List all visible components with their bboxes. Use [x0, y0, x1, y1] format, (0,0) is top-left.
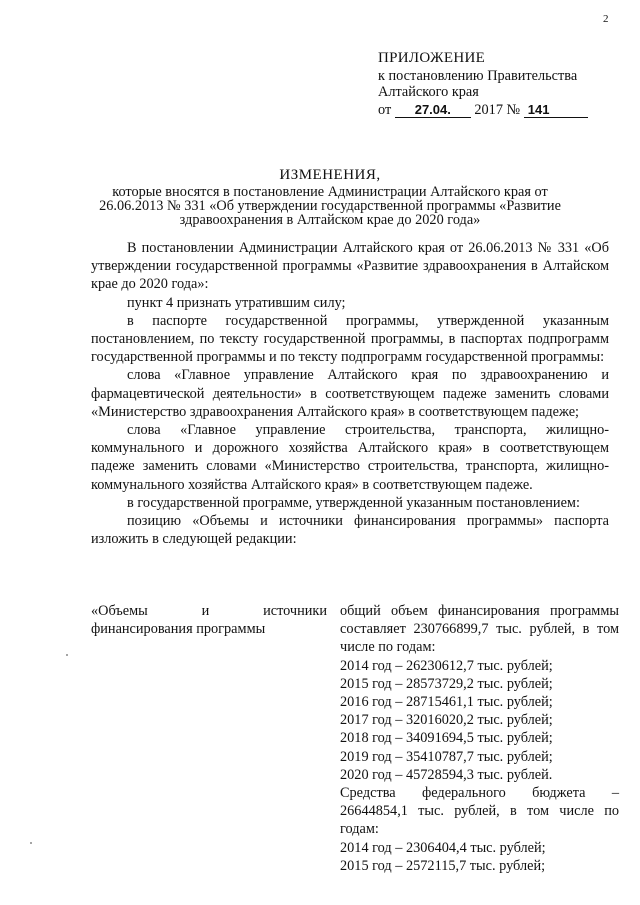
date-value: 27.04. [395, 102, 471, 118]
document-body [91, 239, 609, 548]
year-row: 2017 год – 32016020,2 тыс. рублей; [340, 712, 553, 729]
year-text: 2017 № [474, 102, 521, 118]
scan-speck [66, 654, 68, 656]
heading-title: ИЗМЕНЕНИЯ, [279, 167, 381, 183]
total-financing: общий объем финансирования программы составляет 230766899,7 тыс. рублей, в том числе по годам: [340, 603, 619, 656]
scan-speck [30, 842, 32, 844]
year-row: 2014 год – 26230612,7 тыс. рублей; [340, 657, 553, 674]
appendix-line-1: к постановлению Правительства [378, 68, 578, 84]
year-row: 2016 год – 28715461,1 тыс. рублей; [340, 694, 553, 711]
heading-line-2: 26.06.2013 № 331 «Об утверждении государственной программы «Развитие [99, 198, 561, 214]
appendix-title: ПРИЛОЖЕНИЕ [378, 50, 486, 66]
paragraph: в государственной программе, утвержденной указанным постановлением: [127, 494, 580, 511]
paragraph: позицию «Объемы и источники финансирования программы» паспорта изложить в следующей редакции: [91, 513, 609, 548]
appendix-line-2: Алтайского края [378, 84, 479, 100]
paragraph: пункт 4 признать утратившим силу; [127, 294, 346, 311]
year-row: 2015 год – 2572115,7 тыс. рублей; [340, 857, 546, 874]
paragraph: в паспорте государственной программы, утвержденной указанным постановлением, по тексту государственной программы, в паспортах подпрограмм государственной программы и по тексту подпрограмм государственной программы: [91, 312, 609, 366]
appendix-block [378, 48, 628, 120]
table-left-cell: «Объемы и источники финансирования программы [91, 603, 327, 638]
year-row: 2015 год – 28573729,2 тыс. рублей; [340, 675, 553, 692]
paragraph: В постановлении Администрации Алтайского края от 26.06.2013 № 331 «Об утверждении государственной программы «Развитие здравоохранения в Алтайском крае до 2020 года»: [91, 240, 609, 293]
appendix-date-line [378, 100, 628, 120]
document-heading [80, 166, 580, 227]
year-row: 2019 год – 35410787,7 тыс. рублей; [340, 748, 553, 765]
year-row: 2020 год – 45728594,3 тыс. рублей. [340, 766, 553, 783]
paragraph: слова «Главное управление строительства, транспорта, жилищно-коммунального и дорожного хозяйства Алтайского края» в соответствующем падеже заменить словами «Министерство строительства, транспорта, жилищно-коммунального хозяйства Алтайского края» в соответствующем падеже. [91, 422, 609, 493]
number-value: 141 [524, 102, 588, 118]
year-row: 2014 год – 2306404,4 тыс. рублей; [340, 839, 546, 856]
from-label: от [378, 102, 392, 118]
paragraph: слова «Главное управление Алтайского края по здравоохранению и фармацевтической деятельности» в соответствующем падеже заменить словами «Министерство здравоохранения Алтайского края» в соответствующем падеже; [91, 367, 609, 420]
heading-line-3: здравоохранения в Алтайском крае до 2020 года» [179, 212, 481, 228]
year-row: 2018 год – 34091694,5 тыс. рублей; [340, 730, 553, 747]
heading-line-1: которые вносятся в постановление Администрации Алтайского края от [112, 184, 548, 200]
federal-financing: Средства федерального бюджета – 26644854,1 тыс. рублей, в том числе по годам: [340, 785, 619, 838]
table-right-cell [340, 602, 619, 875]
page-number: 2 [603, 13, 609, 25]
